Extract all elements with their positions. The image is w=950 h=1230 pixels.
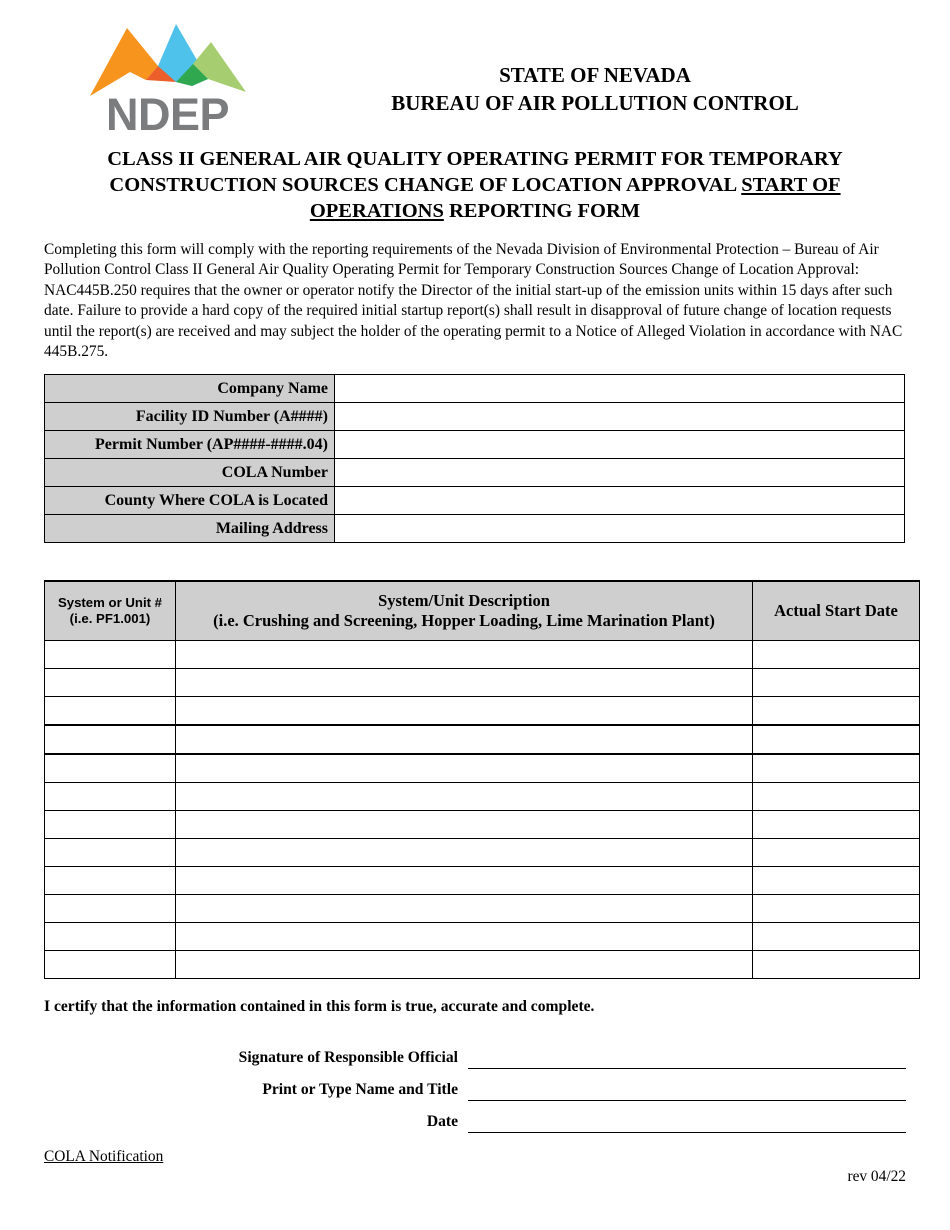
table-row bbox=[45, 811, 920, 839]
cell-start-date[interactable] bbox=[753, 669, 920, 697]
cell-description[interactable] bbox=[176, 923, 753, 951]
cell-start-date[interactable] bbox=[753, 951, 920, 979]
cell-description[interactable] bbox=[176, 783, 753, 811]
ndep-wordmark: NDEP bbox=[105, 89, 230, 140]
table-row bbox=[45, 431, 905, 459]
signature-field-printed-name[interactable] bbox=[468, 1099, 906, 1101]
cell-description[interactable] bbox=[176, 811, 753, 839]
certification-statement: I certify that the information contained in this form is true, accurate and complete. bbox=[44, 998, 595, 1015]
page-title-part2: REPORTING FORM bbox=[443, 200, 641, 223]
agency-heading bbox=[330, 62, 860, 117]
info-field-company-name[interactable] bbox=[335, 375, 905, 403]
ndep-mountain-logo-icon bbox=[80, 24, 255, 96]
cell-description[interactable] bbox=[176, 951, 753, 979]
info-label-county: County Where COLA is Located bbox=[45, 487, 335, 515]
table-row bbox=[45, 839, 920, 867]
table-row bbox=[45, 895, 920, 923]
signature-row-printed-name bbox=[44, 1072, 906, 1101]
table-row bbox=[45, 725, 920, 754]
systems-units-head bbox=[45, 581, 920, 641]
cell-unit[interactable] bbox=[45, 754, 176, 783]
info-label-permit-number: Permit Number (AP####-####.04) bbox=[45, 431, 335, 459]
column-header-system-unit-description bbox=[176, 581, 753, 641]
cell-unit[interactable] bbox=[45, 923, 176, 951]
cell-description[interactable] bbox=[176, 641, 753, 669]
cell-description[interactable] bbox=[176, 895, 753, 923]
facility-info-body bbox=[45, 375, 905, 543]
cell-unit[interactable] bbox=[45, 669, 176, 697]
cell-unit[interactable] bbox=[45, 641, 176, 669]
signature-label-official: Signature of Responsible Official bbox=[238, 1049, 458, 1067]
info-field-cola-number[interactable] bbox=[335, 459, 905, 487]
cell-start-date[interactable] bbox=[753, 811, 920, 839]
ndep-logo bbox=[80, 24, 255, 140]
cell-unit[interactable] bbox=[45, 811, 176, 839]
cell-description[interactable] bbox=[176, 725, 753, 754]
footer-document-name: COLA Notification bbox=[44, 1148, 164, 1165]
page-title bbox=[60, 146, 890, 225]
cell-start-date[interactable] bbox=[753, 641, 920, 669]
cell-start-date[interactable] bbox=[753, 923, 920, 951]
column-header-system-or-unit bbox=[45, 581, 176, 641]
column-header-system-or-unit-line2: (i.e. PF1.001) bbox=[69, 611, 151, 626]
info-label-facility-id: Facility ID Number (A####) bbox=[45, 403, 335, 431]
info-label-mailing-address: Mailing Address bbox=[45, 515, 335, 543]
info-field-permit-number[interactable] bbox=[335, 431, 905, 459]
info-label-cola-number: COLA Number bbox=[45, 459, 335, 487]
table-row bbox=[45, 515, 905, 543]
intro-paragraph: Completing this form will comply with the reporting requirements of the Nevada Division of Environmental Protection – Bureau of Air Pollution Control Class II General Air Quality Operating Permit for Temporary Construction Sources Change of Location Approval: NAC445B.250 requires that the owner or operator notify the Director of the initial start-up of the emission units within 15 days after such date. Failure to provide a hard copy of the required initial startup report(s) shall result in disapproval of future change of location requests until the report(s) are received and may subject the holder of the operating permit to a Notice of Alleged Violation in accordance with NAC 445B.275. bbox=[44, 241, 903, 361]
info-label-company-name: Company Name bbox=[45, 375, 335, 403]
info-field-facility-id[interactable] bbox=[335, 403, 905, 431]
cell-description[interactable] bbox=[176, 839, 753, 867]
agency-bureau-line: BUREAU OF AIR POLLUTION CONTROL bbox=[391, 90, 799, 115]
cell-unit[interactable] bbox=[45, 951, 176, 979]
info-field-mailing-address[interactable] bbox=[335, 515, 905, 543]
table-header-row bbox=[45, 581, 920, 641]
column-header-description-line1: System/Unit Description bbox=[378, 591, 550, 611]
column-header-system-or-unit-line1: System or Unit # bbox=[57, 594, 163, 610]
table-row bbox=[45, 867, 920, 895]
signature-field-date[interactable] bbox=[468, 1131, 906, 1133]
table-row bbox=[45, 923, 920, 951]
table-row bbox=[45, 641, 920, 669]
column-header-description-line2: (i.e. Crushing and Screening, Hopper Loading, Lime Marination Plant) bbox=[213, 611, 715, 630]
cell-start-date[interactable] bbox=[753, 895, 920, 923]
table-row bbox=[45, 375, 905, 403]
footer-revision: rev 04/22 bbox=[847, 1168, 906, 1185]
table-row bbox=[45, 951, 920, 979]
cell-start-date[interactable] bbox=[753, 697, 920, 726]
page-header bbox=[0, 0, 950, 140]
cell-unit[interactable] bbox=[45, 895, 176, 923]
cell-unit[interactable] bbox=[45, 697, 176, 726]
cell-description[interactable] bbox=[176, 669, 753, 697]
cell-unit[interactable] bbox=[45, 867, 176, 895]
cell-description[interactable] bbox=[176, 754, 753, 783]
column-header-actual-start-date: Actual Start Date bbox=[753, 581, 920, 641]
agency-state-line: STATE OF NEVADA bbox=[499, 63, 691, 87]
cell-start-date[interactable] bbox=[753, 754, 920, 783]
cell-start-date[interactable] bbox=[753, 867, 920, 895]
cell-start-date[interactable] bbox=[753, 839, 920, 867]
signature-block bbox=[44, 1040, 906, 1136]
table-row bbox=[45, 783, 920, 811]
cell-start-date[interactable] bbox=[753, 783, 920, 811]
page-title-underlined: START OF OPERATIONS bbox=[309, 174, 841, 223]
table-row bbox=[45, 487, 905, 515]
cell-unit[interactable] bbox=[45, 725, 176, 754]
cell-start-date[interactable] bbox=[753, 725, 920, 754]
cell-description[interactable] bbox=[176, 697, 753, 726]
table-row bbox=[45, 697, 920, 726]
signature-row-date bbox=[44, 1104, 906, 1133]
facility-info-table bbox=[44, 374, 905, 543]
signature-field-official[interactable] bbox=[468, 1067, 906, 1069]
page-title-part1: CLASS II GENERAL AIR QUALITY OPERATING PERMIT FOR TEMPORARY CONSTRUCTION SOURCES CHANGE OF LOCATION APPROVAL bbox=[107, 148, 843, 197]
table-row bbox=[45, 403, 905, 431]
cell-description[interactable] bbox=[176, 867, 753, 895]
signature-label-printed-name: Print or Type Name and Title bbox=[262, 1081, 458, 1099]
systems-units-table bbox=[44, 580, 920, 979]
systems-units-body bbox=[45, 641, 920, 979]
table-row bbox=[45, 669, 920, 697]
table-row bbox=[45, 459, 905, 487]
cell-unit[interactable] bbox=[45, 783, 176, 811]
table-row bbox=[45, 754, 920, 783]
info-field-county[interactable] bbox=[335, 487, 905, 515]
signature-row-official bbox=[44, 1040, 906, 1069]
signature-label-date: Date bbox=[426, 1113, 458, 1131]
cell-unit[interactable] bbox=[45, 839, 176, 867]
